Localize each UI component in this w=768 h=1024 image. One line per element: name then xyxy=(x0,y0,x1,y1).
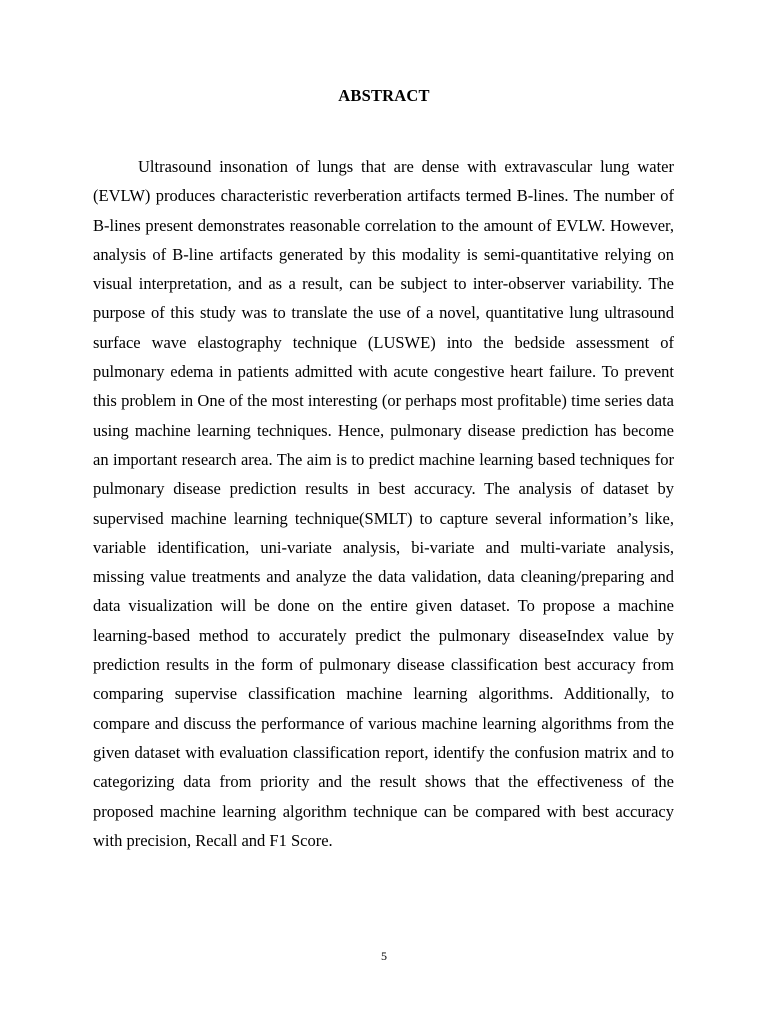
abstract-heading: ABSTRACT xyxy=(338,86,430,105)
page-number: 5 xyxy=(381,949,387,963)
abstract-paragraph: Ultrasound insonation of lungs that are dense with extravascular lung water (EVLW) produces characteristic reverberation artifacts termed B-lines. The number of B-lines present demonstrates reasonable correlation to the amount of EVLW. However, analysis of B-line artifacts generated by this modality is semi-quantitative relying on visual interpretation, and as a result, can be subject to inter-observer variability. The purpose of this study was to translate the use of a novel, quantitative lung ultrasound surface wave elastography technique (LUSWE) into the bedside assessment of pulmonary edema in patients admitted with acute congestive heart failure. To prevent this problem in One of the most interesting (or perhaps most profitable) time series data using machine learning techniques. Hence, pulmonary disease prediction has become an important research area. The aim is to predict machine learning based techniques for pulmonary disease prediction results in best accuracy. The analysis of dataset by supervised machine learning technique(SMLT) to capture several information’s like, variable identification, uni-variate analysis, bi-variate and multi-variate analysis, missing value treatments and analyze the data validation, data cleaning/preparing and data visualization will be done on the entire given dataset. To propose a machine learning-based method to accurately predict the pulmonary diseaseIndex value by prediction results in the form of pulmonary disease classification best accuracy from comparing supervise classification machine learning algorithms. Additionally, to compare and discuss the performance of various machine learning algorithms from the given dataset with evaluation classification report, identify the confusion matrix and to categorizing data from priority and the result shows that the effectiveness of the proposed machine learning algorithm technique can be compared with best accuracy with precision, Recall and F1 Score. xyxy=(93,157,674,850)
